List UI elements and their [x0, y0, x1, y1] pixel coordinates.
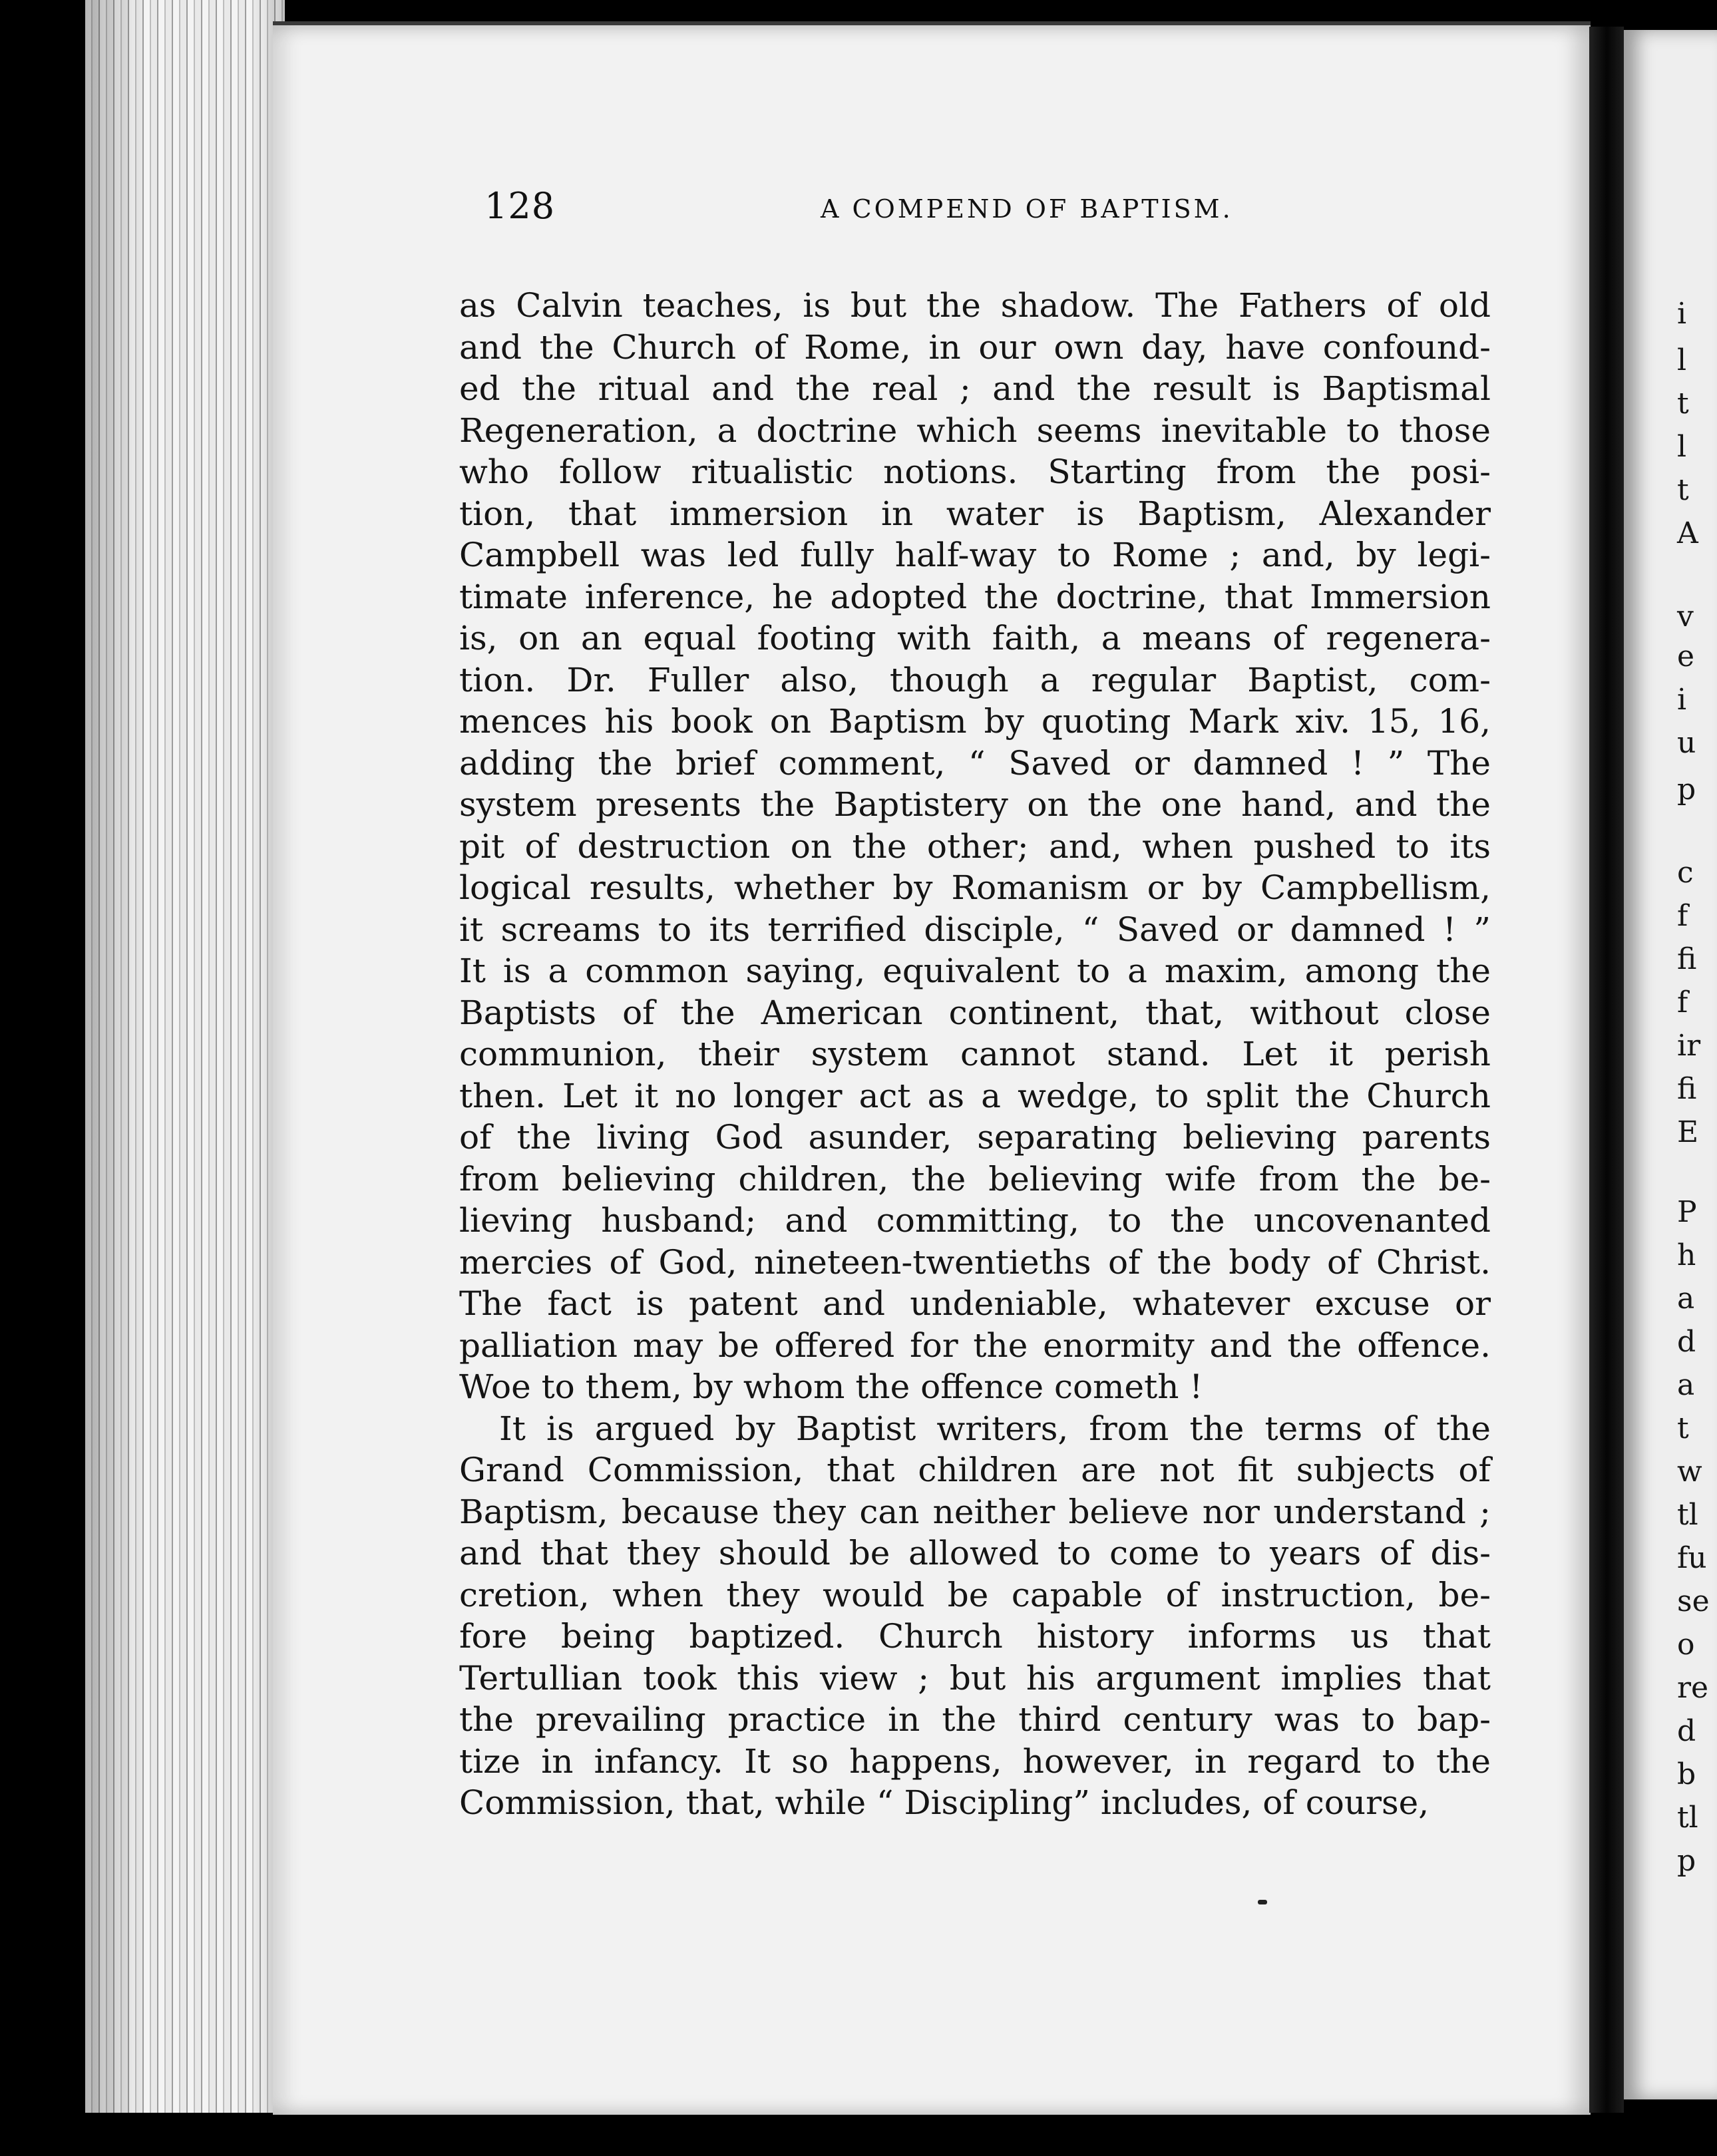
text-line: as Calvin teaches, is but the shadow. The Fathers of old: [459, 286, 1491, 325]
facing-page-fragment: E: [1677, 1115, 1699, 1149]
text-line: adding the brief comment, “ Saved or damned ! ” The: [459, 743, 1491, 783]
text-line: Tertullian took this view ; but his argument implies that: [459, 1658, 1491, 1698]
text-line: tion. Dr. Fuller also, though a regular Baptist, com-: [459, 660, 1491, 699]
text-line: Commission, that, while “ Discipling” includes, of course,: [459, 1783, 1430, 1822]
facing-page-fragment: v: [1677, 600, 1694, 633]
facing-page-fragment: i: [1677, 297, 1687, 331]
facing-page-fragment: c: [1677, 856, 1694, 890]
text-line: The fact is patent and undeniable, whatever excuse or: [459, 1284, 1491, 1323]
running-title: A COMPEND OF BAPTISM.: [821, 194, 1233, 224]
text-line: mences his book on Baptism by quoting Mark xiv. 15, 16,: [459, 702, 1491, 741]
text-line: from believing children, the believing wife from the be-: [459, 1159, 1491, 1198]
text-line: Baptists of the American continent, that, without close: [459, 993, 1491, 1032]
text-line: tion, that immersion in water is Baptism, Alexander: [459, 494, 1491, 533]
running-head: [484, 185, 1509, 238]
paragraph: [459, 1408, 1491, 1824]
text-line: It is a common saying, equivalent to a maxim, among the: [459, 952, 1491, 990]
facing-page-fragment: P: [1677, 1195, 1697, 1229]
facing-page-fragment: o: [1677, 1628, 1695, 1662]
facing-page-fragment: tl: [1677, 1801, 1698, 1835]
facing-page-fragment: l: [1677, 430, 1687, 464]
text-line: pit of destruction on the other; and, when pushed to its: [459, 826, 1491, 866]
facing-page-fragment: u: [1677, 726, 1696, 760]
facing-page-fragment: d: [1677, 1714, 1696, 1748]
facing-page-fragment: re: [1677, 1671, 1709, 1705]
ink-speck: [1258, 1900, 1267, 1904]
book-page: [273, 21, 1591, 2115]
facing-page-fragment: l: [1677, 343, 1687, 377]
text-line: it screams to its terrified disciple, “ Saved or damned ! ”: [459, 910, 1491, 949]
facing-page-fragment: ir: [1677, 1029, 1701, 1063]
text-line: the prevailing practice in the third century was to bap-: [459, 1700, 1491, 1739]
page-number: 128: [484, 185, 556, 227]
text-line: cretion, when they would be capable of instruction, be-: [459, 1575, 1491, 1614]
facing-page-fragment: a: [1677, 1282, 1695, 1316]
text-line: Grand Commission, that children are not fit subjects of: [459, 1451, 1491, 1489]
facing-page-fragment: f: [1677, 986, 1688, 1019]
text-line: tize in infancy. It so happens, however, in regard to the: [459, 1741, 1491, 1781]
text-line: and the Church of Rome, in our own day, have confound-: [459, 327, 1491, 367]
page-edges-shadow: [85, 0, 285, 2113]
text-line: of the living God asunder, separating believing parents: [459, 1118, 1491, 1157]
body-text: [459, 285, 1491, 1824]
facing-page-fragment: a: [1677, 1368, 1695, 1402]
facing-page-fragment: se: [1677, 1584, 1710, 1618]
facing-page-fragment: tl: [1677, 1498, 1698, 1532]
text-line: lieving husband; and committing, to the uncovenanted: [459, 1201, 1491, 1240]
text-line: then. Let it no longer act as a wedge, to split the Church: [459, 1076, 1491, 1115]
text-line: Regeneration, a doctrine which seems inevitable to those: [459, 411, 1491, 450]
text-line: and that they should be allowed to come to years of dis-: [459, 1534, 1491, 1572]
facing-page-fragment: b: [1677, 1757, 1696, 1791]
text-line: mercies of God, nineteen-twentieths of the body of Christ.: [459, 1242, 1491, 1282]
text-line: system presents the Baptistery on the one hand, and the: [459, 785, 1491, 824]
paragraph: [459, 285, 1491, 1408]
text-line: fore being baptized. Church history informs us that: [459, 1617, 1491, 1656]
text-line: Campbell was led fully half-way to Rome ; and, by legi-: [459, 536, 1491, 574]
text-line: is, on an equal footing with faith, a means of regenera-: [459, 619, 1491, 657]
text-line: communion, their system cannot stand. Let it perish: [459, 1035, 1491, 1073]
facing-page-fragment: p: [1677, 1844, 1696, 1878]
facing-page-fragment: i: [1677, 683, 1687, 717]
text-line: Woe to them, by whom the offence cometh !: [459, 1367, 1203, 1406]
text-line: who follow ritualistic notions. Starting from the posi-: [459, 452, 1491, 491]
text-line: logical results, whether by Romanism or by Campbellism,: [459, 868, 1491, 907]
facing-page-fragment: fu: [1677, 1541, 1707, 1575]
facing-page-fragment: t: [1677, 473, 1689, 507]
facing-page-fragment: f: [1677, 899, 1688, 933]
facing-page-fragment: e: [1677, 639, 1695, 673]
facing-page: [1624, 30, 1717, 2099]
text-line: ed the ritual and the real ; and the result is Baptismal: [459, 369, 1491, 408]
facing-page-fragment: h: [1677, 1238, 1696, 1272]
facing-page-fragment: d: [1677, 1325, 1696, 1359]
text-line: timate inference, he adopted the doctrine, that Immersion: [459, 577, 1491, 616]
facing-page-fragment: fi: [1677, 942, 1697, 976]
facing-page-fragment: w: [1677, 1455, 1702, 1489]
facing-page-fragment: t: [1677, 387, 1689, 421]
book-gutter: [1589, 27, 1624, 2113]
facing-page-fragment: p: [1677, 773, 1696, 807]
facing-page-fragment: A: [1677, 516, 1698, 550]
text-line: Baptism, because they can neither believe nor understand ;: [459, 1492, 1491, 1531]
facing-page-fragment: fi: [1677, 1072, 1697, 1106]
text-line: palliation may be offered for the enormity and the offence.: [459, 1326, 1491, 1365]
facing-page-fragment: t: [1677, 1411, 1689, 1445]
text-line: It is argued by Baptist writers, from the terms of the: [499, 1409, 1491, 1448]
